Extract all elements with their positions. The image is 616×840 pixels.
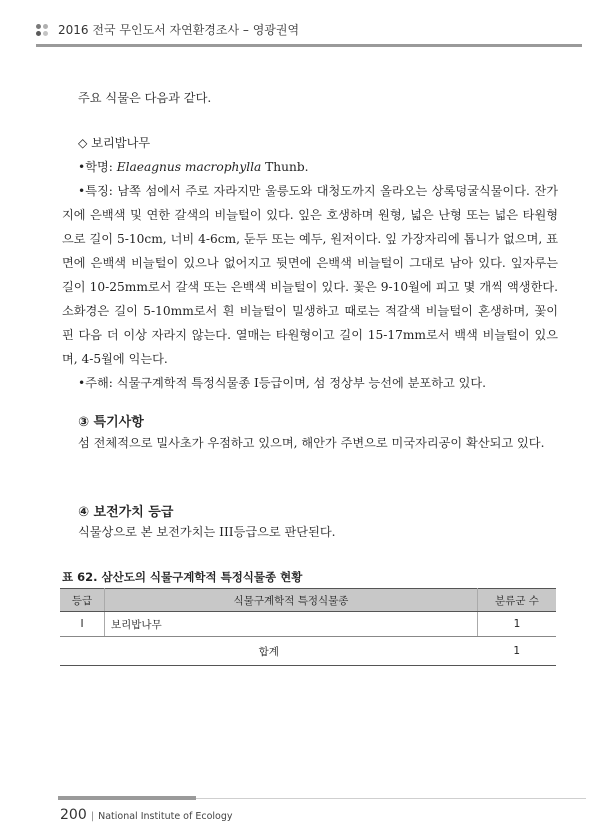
section3-text: 섬 전체적으로 밀사초가 우점하고 있으며, 해안가 주변으로 미국자리공이 확산되고 있다. xyxy=(78,436,545,450)
intro-text: 주요 식물은 다음과 같다. xyxy=(78,91,212,105)
header-count: 분류군 수 xyxy=(478,589,557,612)
scientific-label: •학명: xyxy=(78,160,117,174)
species-block xyxy=(62,131,558,395)
footer-rule-thin xyxy=(196,798,586,799)
species-features: •특징: 남쪽 섬에서 주로 자라지만 울릉도와 대청도까지 올라오는 상록덩굴식물이다. 잔가지에 은백색 및 연한 갈색의 비늘털이 있다. 잎은 호생하며 원형, 넓은 난형 또는 넓은 타원형으로 길이 5-10cm, 너비 4-6cm, 둔두 또는 예두, 원저이다. 잎 가장자리에 톱니가 없으며, 표면에 은백색 비늘털이 있으나 없어지고 뒷면에 은백색 비늘털이 그대로 남아 있다. 잎자루는 길이 10-25mm로서 갈색 또는 은백색 비늘털이 있다. 꽃은 9-10월에 피고 몇 개씩 액생한다. 소화경은 길이 5-10mm로서 흰 비늘털이 밀생하고 때로는 적갈색 비늘털이 혼생하며, 꽃이 핀 다음 더 이상 자라지 않는다. 열매는 타원형이고 길이 15-17mm로서 백색 비늘털이 있으며, 4-5월에 익는다. xyxy=(62,184,558,366)
footer-institute: National Institute of Ecology xyxy=(98,811,233,822)
header-dot xyxy=(36,24,41,29)
footer-rule xyxy=(58,796,196,800)
footer-separator: | xyxy=(90,811,95,822)
cell-species: 보리밥나무 xyxy=(105,612,478,637)
cell-count: 1 xyxy=(478,612,557,637)
table-row xyxy=(60,612,556,637)
scientific-author: Thunb. xyxy=(261,160,309,174)
total-label: 합계 xyxy=(60,637,478,666)
intro-paragraph xyxy=(62,86,558,110)
table-header-row xyxy=(60,589,556,612)
header-title: 2016 전국 무인도서 자연환경조사 – 영광권역 xyxy=(58,23,300,37)
section3-body xyxy=(62,431,558,455)
header-rule xyxy=(36,44,582,47)
header-dot xyxy=(43,31,48,36)
section4-text: 식물상으로 본 보전가치는 III등급으로 판단된다. xyxy=(78,525,336,539)
table-caption: 표 62. 삼산도의 식물구계학적 특정식물종 현황 xyxy=(62,570,303,584)
page-number: 200 xyxy=(60,807,87,823)
section4-heading: ④ 보전가치 등급 xyxy=(78,505,174,520)
species-table xyxy=(60,588,556,666)
header-grade: 등급 xyxy=(60,589,105,612)
header-dot xyxy=(36,31,41,36)
header-species: 식물구계학적 특정식물종 xyxy=(105,589,478,612)
total-count: 1 xyxy=(478,637,557,666)
page-header xyxy=(36,18,582,52)
cell-grade: I xyxy=(60,612,105,637)
header-dot xyxy=(43,24,48,29)
species-title: ◇ 보리밥나무 xyxy=(78,136,151,150)
table-total-row xyxy=(60,637,556,666)
section3-heading: ③ 특기사항 xyxy=(78,415,144,430)
species-notes: •주해: 식물구계학적 특정식물종 I등급이며, 섬 정상부 능선에 분포하고 있다. xyxy=(78,376,487,390)
page-footer xyxy=(60,804,233,823)
header-dots-icon xyxy=(36,24,56,36)
species-scientific-line xyxy=(62,155,558,179)
scientific-name: Elaeagnus macrophylla xyxy=(116,160,262,174)
section4-body xyxy=(62,520,558,544)
